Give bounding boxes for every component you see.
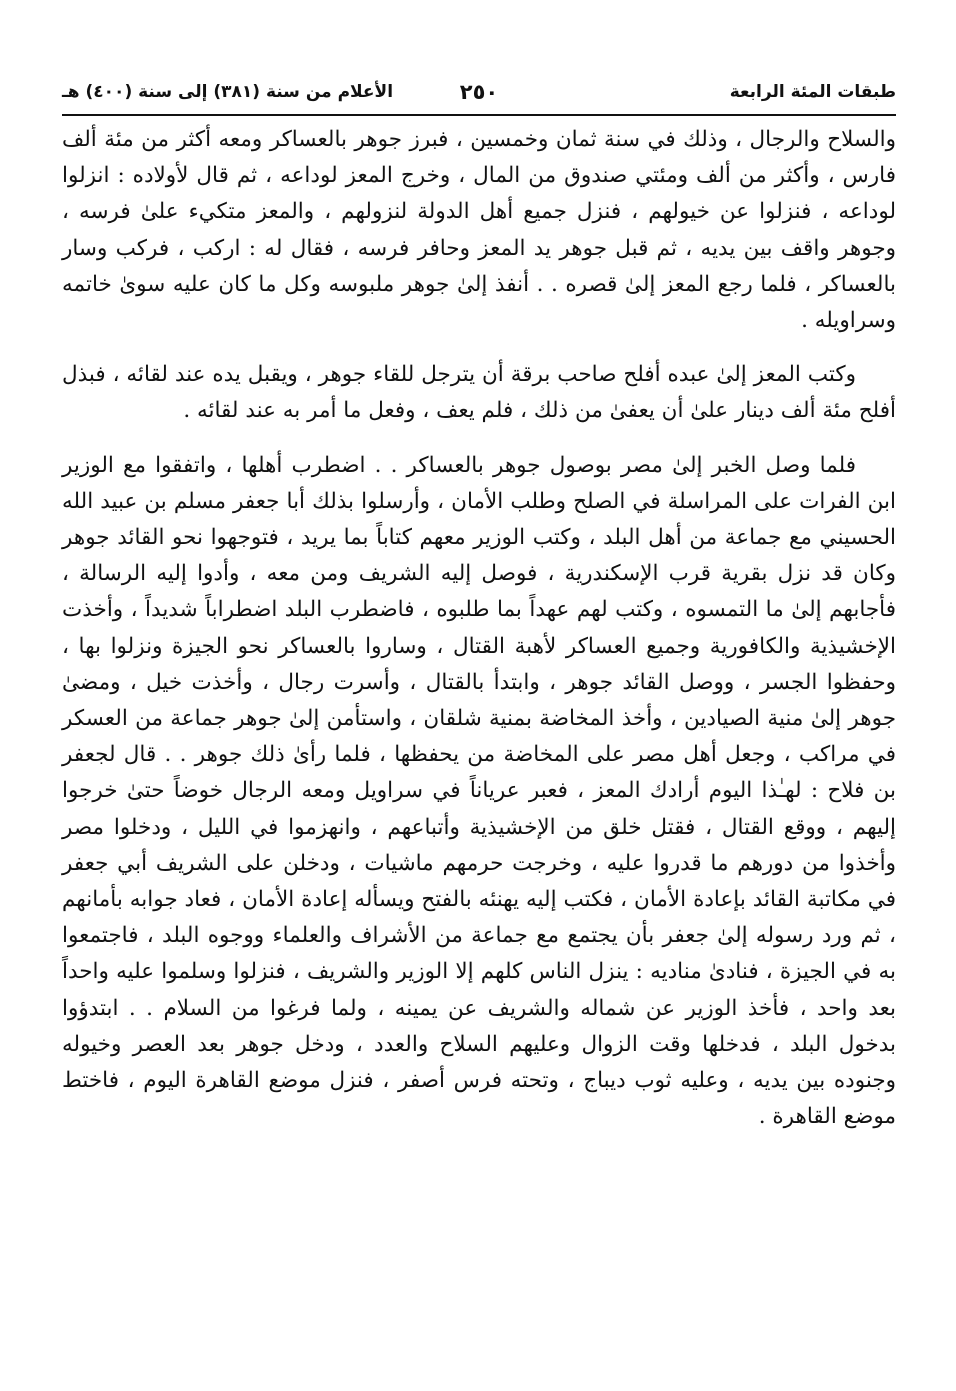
book-title: طبقات المئة الرابعة [729, 82, 896, 102]
section-title: الأعلام من سنة (٣٨١) إلى سنة (٤٠٠) هـ [62, 82, 394, 102]
page-number: ٢٥٠ [459, 80, 499, 104]
running-header [62, 70, 896, 114]
page-body [62, 122, 896, 1135]
paragraph-aflah: وكتب المعز إلىٰ عبده أفلح صاحب برقة أن يترجل للقاء جوهر ، ويقبل يده عند لقائه ، فبذل أفلح مئة ألف دينار علىٰ أن يعفىٰ من ذلك ، فلم يعف ، وفعل ما أمر به عند لقائه . [62, 362, 896, 424]
paragraph-conquest-of-egypt: فلما وصل الخبر إلىٰ مصر بوصول جوهر بالعساكر . . اضطرب أهلها ، واتفقوا مع الوزير ابن الفرات على المراسلة في الصلح وطلب الأمان ، وأرسلوا بذلك أبا جعفر مسلم بن عبيد الله الحسيني مع جماعة من أهل البلد ، وكتب الوزير معهم كتاباً بما يريد ، فتوجهوا نحو القائد جوهر وكان قد نزل بقرية قرب الإسكندرية ، فوصل إليه الشريف ومن معه ، وأدوا إليه الرسالة ، فأجابهم إلىٰ ما التمسوه ، وكتب لهم عهداً بما طلبوه ، فاضطرب البلد اضطراباً شديداً ، وأخذت الإخشيذية والكافورية وجميع العساكر لأهبة القتال ، وساروا بالعساكر نحو الجيزة ونزلوا بها ، وحفظوا الجسر ، ووصل القائد جوهر ، وابتدأ بالقتال ، وأسرت رجال ، وأخذت خيل ، ومضىٰ جوهر إلىٰ منية الصيادين ، وأخذ المخاضة بمنية شلقان ، واستأمن إلىٰ جوهر جماعة من العسكر في مراكب ، وجعل أهل مصر على المخاضة من يحفظها ، فلما رأىٰ ذلك جوهر . . قال لجعفر بن فلاح : لهـٰذا اليوم أرادك المعز ، فعبر عرياناً في سراويل ومعه الرجال خوضاً حتىٰ خرجوا إليهم ، ووقع القتال ، فقتل خلق من الإخشيذية وأتباعهم ، وانهزموا في الليل ، ودخلوا مصر وأخذوا من دورهم ما قدروا عليه ، وخرجت حرمهم ماشيات ، ودخلن على الشريف أبي جعفر في مكاتبة القائد بإعادة الأمان ، فكتب إليه يهنئه بالفتح ويسأله إعادة الأمان ، فعاد جوابه بأمانهم ، ثم ورد رسوله إلىٰ جعفر بأن يجتمع مع جماعة من الأشراف والعلماء ووجوه البلد ، فاجتمعوا به في الجيزة ، فنادىٰ مناديه : ينزل الناس كلهم إلا الوزير والشريف ، فنزلوا وسلموا عليه واحداً بعد واحد ، فأخذ الوزير عن شماله والشريف عن يمينه ، ولما فرغوا من السلام . . ابتدؤوا بدخول البلد ، فدخلها وقت الزوال وعليهم السلاح والعدد ، ودخل جوهر بعد العصر وخيوله وجنوده بين يديه ، وعليه ثوب ديباج ، وتحته فرس أصفر ، فنزل موضع القاهرة اليوم ، فاختط موضع القاهرة . [62, 452, 897, 1130]
header-rule [62, 114, 896, 116]
paragraph-continuation: والسلاح والرجال ، وذلك في سنة ثمان وخمسين ، فبرز جوهر بالعساكر ومعه أكثر من مئة ألف فارس ، وأكثر من ألف ومئتي صندوق من المال ، وخرج المعز لوداعه ، ثم قال لأولاده : انزلوا لوداعه ، فنزلوا عن خيولهم ، فنزل جميع أهل الدولة لنزولهم ، والمعز متكيء علىٰ فرسه ، وجوهر واقف بين يديه ، ثم قبل جوهر يد المعز وحافر فرسه ، فقال له : اركب ، فركب وسار بالعساكر ، فلما رجع المعز إلىٰ قصره . . أنفذ إلىٰ جوهر ملبوسه وكل ما كان عليه سوىٰ خاتمه وسراويله . [62, 127, 896, 334]
book-page [62, 70, 896, 1390]
